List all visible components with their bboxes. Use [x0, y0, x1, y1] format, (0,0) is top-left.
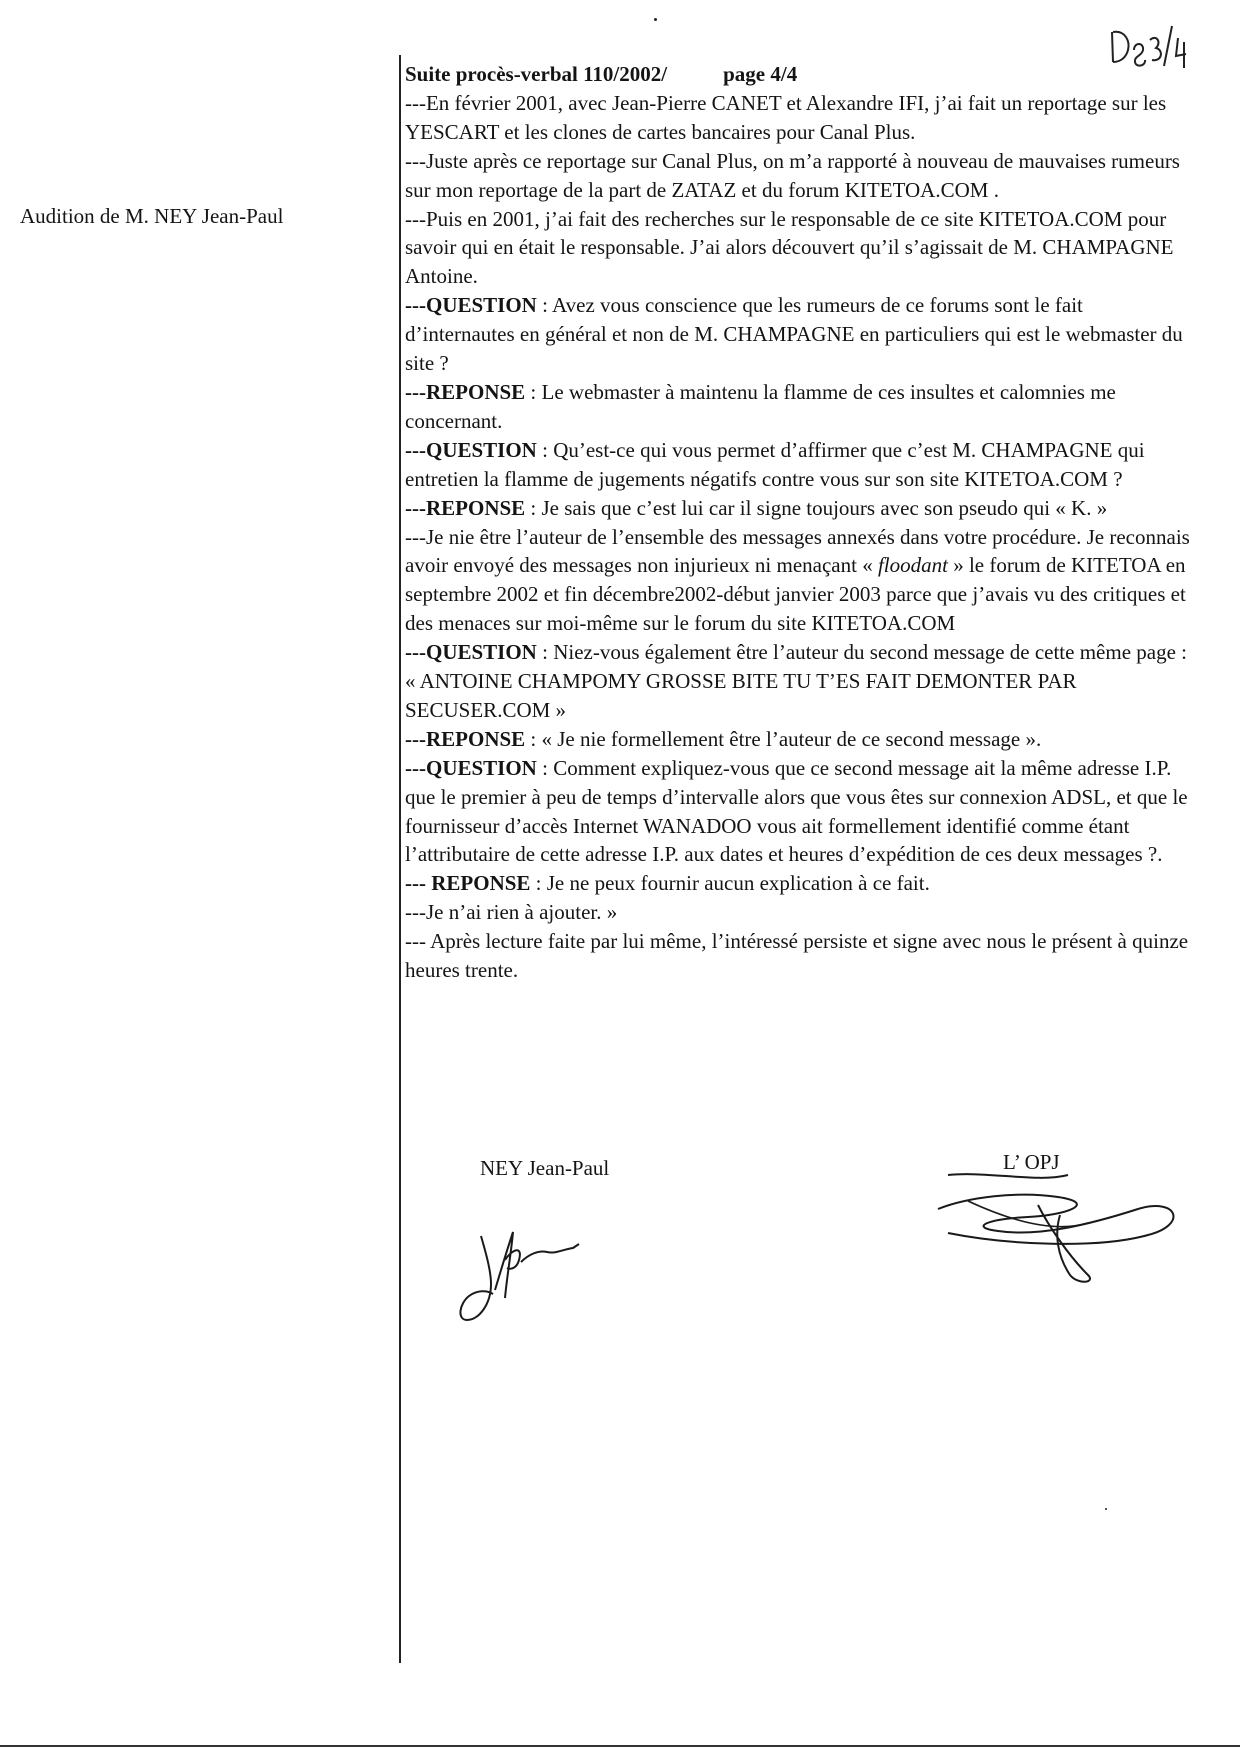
paragraph-list [405, 89, 1195, 985]
paragraph [405, 523, 1195, 639]
paragraph [405, 291, 1195, 378]
paragraph [405, 494, 1195, 523]
paragraph [405, 436, 1195, 494]
paragraph-keyword: ---REPONSE [405, 495, 526, 520]
document-body [405, 60, 1195, 985]
header-title: Suite procès-verbal 110/2002/ [405, 62, 668, 86]
paragraph-text: --- Après lecture faite par lui même, l’intéressé persiste et signe avec nous le présent à quinze heures trente. [405, 929, 1189, 983]
scan-speck [1105, 1508, 1107, 1510]
scan-speck [654, 18, 657, 21]
paragraph-text: : Qu’est-ce qui vous permet d’affirmer que c’est M. CHAMPAGNE qui entretien la flamme de jugements négatifs contre vous sur son site KITETOA.COM ? [405, 437, 1145, 491]
paragraph-text: : Comment expliquez-vous que ce second message ait la même adresse I.P. que le premier à peu de temps d’intervalle alors que vous êtes sur connexion ADSL, et que le fournisseur d’accès Internet WANADOO vous ait formellement identifié comme étant l’attributaire de cette adresse I.P. aux dates et heures d’expédition de ces deux messages ?. [405, 755, 1188, 867]
paragraph [405, 147, 1195, 205]
paragraph [405, 927, 1195, 985]
paragraph-keyword: ---REPONSE [405, 726, 526, 751]
paragraph-text: ---Je n’ai rien à ajouter. » [405, 900, 618, 925]
paragraph [405, 89, 1195, 147]
signature-right [928, 1165, 1198, 1290]
signature-left [455, 1220, 595, 1330]
paragraph-keyword: ---QUESTION [405, 755, 537, 780]
scan-edge [0, 1745, 1240, 1747]
paragraph-keyword: ---QUESTION [405, 437, 537, 462]
signer-name-left: NEY Jean-Paul [480, 1156, 610, 1180]
margin-label: Audition de M. NEY Jean-Paul [20, 204, 284, 228]
paragraph-text: : Niez-vous également être l’auteur du second message de cette même page : « ANTOINE CHAMPOMY GROSSE BITE TU T’ES FAIT DEMONTER PAR SECUSER.COM » [405, 640, 1187, 722]
paragraph [405, 378, 1195, 436]
paragraph-text: ---En février 2001, avec Jean-Pierre CANET et Alexandre IFI, j’ai fait un reportage sur les YESCART et les clones de cartes bancaires pour Canal Plus. [405, 90, 1167, 144]
paragraph-text: : Je ne peux fournir aucun explication à ce fait. [530, 871, 930, 896]
paragraph-keyword: ---QUESTION [405, 293, 537, 318]
page-number: page 4/4 [723, 62, 798, 86]
paragraph-text: : Avez vous conscience que les rumeurs de ce forums sont le fait d’internautes en général et non de M. CHAMPAGNE en particuliers qui est le webmaster du site ? [405, 293, 1183, 376]
document-header [405, 60, 1195, 89]
paragraph-keyword: ---REPONSE [405, 379, 526, 404]
paragraph-text: floodant [877, 553, 948, 578]
paragraph-text: : « Je nie formellement être l’auteur de ce second message ». [525, 726, 1042, 751]
paragraph-text: » le forum de KITETOA en septembre 2002 et fin décembre2002-début janvier 2003 parce que j’avais vu des critiques et des menaces sur moi-même sur le forum du site KITETOA.COM [405, 553, 1186, 636]
paragraph-text: : Le webmaster à maintenu la flamme de ces insultes et calomnies me concernant. [405, 379, 1116, 433]
paragraph [405, 869, 1195, 898]
paragraph [405, 638, 1195, 725]
paragraph-keyword: --- REPONSE [405, 871, 531, 896]
paragraph [405, 205, 1195, 292]
paragraph-text: ---Puis en 2001, j’ai fait des recherches sur le responsable de ce site KITETOA.COM pour savoir qui en était le responsable. J’ai alors découvert qu’il s’agissait de M. CHAMPAGNE Antoine. [405, 206, 1174, 289]
paragraph-text: ---Je nie être l’auteur de l’ensemble des messages annexés dans votre procédure. Je reconnais avoir envoyé des messages non injurieux ni menaçant « [405, 524, 1190, 578]
signer-name-right: L’ OPJ [1003, 1150, 1060, 1174]
paragraph-text: : Je sais que c’est lui car il signe toujours avec son pseudo qui « K. » [525, 495, 1108, 520]
paragraph [405, 754, 1195, 870]
paragraph-keyword: ---QUESTION [405, 640, 537, 665]
paragraph-text: ---Juste après ce reportage sur Canal Plus, on m’a rapporté à nouveau de mauvaises rumeurs sur mon reportage de la part de ZATAZ et du forum KITETOA.COM . [405, 148, 1180, 202]
paragraph [405, 725, 1195, 754]
vertical-divider [399, 55, 401, 1663]
paragraph [405, 898, 1195, 927]
